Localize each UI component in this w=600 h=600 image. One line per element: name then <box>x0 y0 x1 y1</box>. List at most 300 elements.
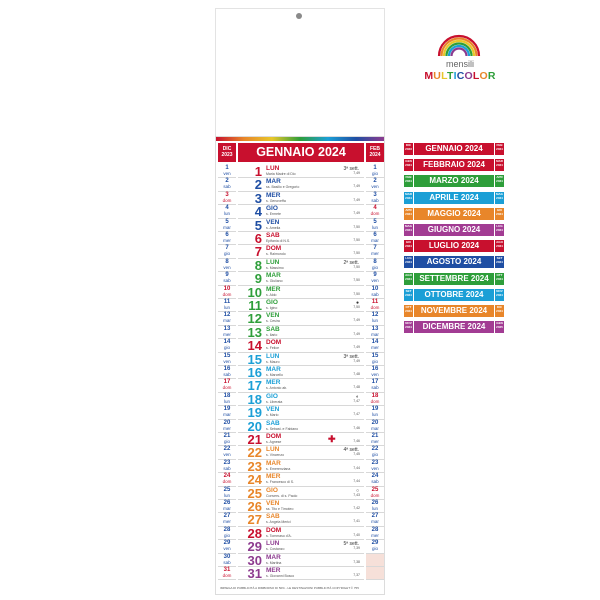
brand-logo <box>425 30 495 90</box>
weekday-label: SAB <box>266 232 280 239</box>
prev-month-day <box>218 192 236 205</box>
sunrise-time: 7,48 <box>353 385 360 390</box>
day-number: 22 <box>247 445 262 461</box>
day-row <box>238 473 364 486</box>
saint-name: s. Costanzo <box>266 547 285 552</box>
prev-month-day <box>218 165 236 178</box>
side-day-number: 9 <box>225 272 229 279</box>
day-number: 12 <box>247 311 262 327</box>
side-day-number: 22 <box>223 446 231 453</box>
prev-month-day <box>218 178 236 191</box>
side-weekday: gio <box>223 439 230 444</box>
day-row <box>238 272 364 285</box>
weekday-label: MAR <box>266 459 281 467</box>
brand-letter: U <box>433 70 442 82</box>
day-number: 10 <box>247 284 262 300</box>
strip-prev-label: GEN 2024 <box>404 159 413 171</box>
moon-phase: 4ª sett. <box>343 447 359 454</box>
prev-month-day <box>218 353 236 366</box>
side-weekday: sab <box>223 372 231 377</box>
day-number: 24 <box>247 472 262 488</box>
side-weekday: ven <box>371 184 379 190</box>
month-strip <box>404 159 504 171</box>
sunrise-time: 7,38 <box>353 559 360 564</box>
day-number: 16 <box>247 365 262 380</box>
weekday-label: MAR <box>266 366 281 373</box>
next-month-day <box>366 192 384 205</box>
side-weekday: lun <box>223 492 230 498</box>
next-month-day <box>366 513 384 526</box>
day-row <box>238 192 364 205</box>
sunrise-time: 7,50 <box>353 278 360 283</box>
sunrise-time: 7,50 <box>353 251 360 256</box>
side-day-number: 12 <box>223 312 231 319</box>
moon-phase: ○ <box>355 487 359 494</box>
side-weekday: ven <box>371 278 379 284</box>
sunrise-time: 7,42 <box>353 506 360 510</box>
side-day-number: 19 <box>371 406 379 413</box>
brand-letter: O <box>479 70 488 82</box>
brand-letter: L <box>441 70 447 82</box>
next-month-day <box>366 554 384 567</box>
next-month-day <box>366 219 384 232</box>
sunrise-time: 7,50 <box>353 291 360 296</box>
next-month-day <box>366 312 384 325</box>
prev-month-day <box>218 286 236 299</box>
side-day-number: 4 <box>373 205 377 212</box>
prev-month-day <box>218 272 236 285</box>
moon-phase: 2ª sett. <box>343 259 359 266</box>
side-day-number: 17 <box>371 379 379 386</box>
saint-name: s. Genoveffa <box>266 198 286 203</box>
side-day-number: 24 <box>371 473 379 480</box>
saint-name: s. Raimondo <box>266 252 286 257</box>
next-month-day <box>366 353 384 366</box>
side-day-number: 7 <box>225 245 229 252</box>
side-weekday: ven <box>223 546 231 552</box>
side-weekday: ven <box>371 372 379 377</box>
sunrise-time: 7,47 <box>353 412 360 417</box>
day-row <box>238 299 364 312</box>
prev-month-day <box>218 393 236 406</box>
strip-next-label: GIU 2024 <box>495 208 504 220</box>
brand-letter: M <box>424 70 434 82</box>
day-row <box>238 178 364 191</box>
weekday-label: LUN <box>266 165 280 172</box>
sunrise-time: 7,50 <box>353 224 360 229</box>
day-number: 8 <box>254 257 262 273</box>
day-row <box>238 312 364 325</box>
next-month-day <box>366 232 384 245</box>
day-number: 25 <box>247 485 262 501</box>
day-number: 15 <box>247 351 262 367</box>
strip-next-label: GEN 2025 <box>495 321 504 333</box>
day-number: 14 <box>247 338 262 354</box>
strip-prev-label: SET 2024 <box>404 289 413 301</box>
prev-month-day <box>218 299 236 312</box>
side-weekday: mar <box>223 224 231 230</box>
side-day-number: 28 <box>223 526 231 533</box>
prev-month-day <box>218 500 236 513</box>
weekday-label: DOM <box>266 339 282 347</box>
strip-next-label: LUG 2024 <box>495 224 504 236</box>
prev-month-day <box>218 433 236 446</box>
next-month-day <box>366 487 384 500</box>
day-number: 11 <box>248 298 262 313</box>
weekday-label: MER <box>266 379 281 387</box>
brand-letter: L <box>472 70 480 82</box>
side-day-number: 31 <box>223 567 231 573</box>
prev-month-day <box>218 259 236 272</box>
moon-phase: 5ª sett. <box>343 541 359 548</box>
sunrise-time: 7,49 <box>353 331 360 336</box>
side-weekday: mer <box>371 251 379 257</box>
weekday-label: MER <box>266 567 281 574</box>
prev-month-day <box>218 205 236 218</box>
month-strip <box>404 192 504 204</box>
month-strip <box>404 143 504 155</box>
strip-month-label: NOVEMBRE 2024 <box>414 305 494 317</box>
sunrise-time: 7,50 <box>353 305 360 309</box>
strip-month-label: FEBBRAIO 2024 <box>414 159 494 171</box>
side-day-number: 6 <box>373 232 377 238</box>
side-weekday: dom <box>370 305 380 310</box>
sunrise-time: 7,48 <box>353 372 360 376</box>
weekday-label: MER <box>266 285 281 293</box>
side-day-number: 1 <box>373 165 377 171</box>
day-row <box>238 433 364 446</box>
moon-phase: ● <box>355 300 359 306</box>
saint-name: s. Giovanni Bosco <box>266 574 295 578</box>
day-number: 21 <box>247 432 262 447</box>
strip-prev-label: OTT 2024 <box>404 305 413 317</box>
next-month-day <box>366 165 384 178</box>
next-month-day <box>366 379 384 392</box>
strip-next-label: APR 2024 <box>495 175 504 187</box>
side-day-number: 15 <box>371 352 379 359</box>
next-month-day <box>366 326 384 339</box>
side-weekday: gio <box>223 532 230 538</box>
weekday-label: SAB <box>266 419 280 427</box>
saint-name: ss. Tito e Timoteo <box>266 507 294 511</box>
prev-month-day <box>218 473 236 486</box>
brand-letter: T <box>446 70 454 82</box>
side-weekday: lun <box>371 506 378 511</box>
side-weekday: lun <box>371 224 378 230</box>
side-day-number: 13 <box>371 325 379 332</box>
saint-name: s. Giuliano <box>266 279 283 284</box>
side-day-number: 17 <box>223 379 231 386</box>
saint-name: s. Vincenzo <box>266 453 285 458</box>
prev-month-day <box>218 312 236 325</box>
side-weekday: mer <box>223 425 231 431</box>
hanging-hole <box>296 13 302 19</box>
side-weekday: gio <box>371 546 378 552</box>
day-row <box>238 366 364 379</box>
weekday-label: MER <box>266 191 281 199</box>
weekday-label: SAB <box>266 513 280 521</box>
brand-letter: C <box>456 70 465 82</box>
weekday-label: LUN <box>266 352 280 360</box>
day-number: 3 <box>254 190 262 206</box>
strip-prev-label: MAG 2024 <box>404 224 413 236</box>
month-title: GENNAIO 2024 <box>238 143 364 162</box>
day-row <box>238 446 364 459</box>
sunrise-time: 7,45 <box>353 452 360 457</box>
side-weekday: sab <box>223 559 231 565</box>
month-strip <box>404 273 504 285</box>
day-number: 27 <box>247 512 262 528</box>
next-month-day <box>366 406 384 419</box>
side-day-number: 18 <box>371 392 379 399</box>
sunrise-time: 7,41 <box>353 519 360 524</box>
next-month-day <box>366 366 384 379</box>
prev-month-day <box>218 513 236 526</box>
weekday-label: GIO <box>266 486 278 494</box>
day-number: 6 <box>254 231 262 246</box>
weekday-label: MER <box>266 473 281 481</box>
side-weekday: lun <box>223 211 230 217</box>
prev-month-day <box>218 366 236 379</box>
side-weekday: ven <box>223 264 231 270</box>
saint-name: s. Mauro <box>266 359 280 364</box>
sunrise-time: 7,49 <box>353 345 360 350</box>
strip-next-label: AGO 2024 <box>495 240 504 252</box>
saint-name: s. Tommaso d'A. <box>266 533 292 538</box>
side-day-number: 27 <box>223 513 231 520</box>
prev-month-day <box>218 232 236 245</box>
side-day-number: 30 <box>223 553 231 560</box>
side-day-number: 6 <box>225 232 229 238</box>
month-strip <box>404 240 504 252</box>
side-day-number: 10 <box>371 285 379 292</box>
next-month-day <box>366 460 384 473</box>
side-day-number: 29 <box>371 540 379 547</box>
side-day-number: 2 <box>225 178 229 185</box>
day-number: 19 <box>247 405 262 421</box>
side-weekday: mer <box>371 439 379 444</box>
day-row <box>238 393 364 406</box>
side-weekday: lun <box>223 398 230 404</box>
saint-name: s. Massimo <box>266 265 284 270</box>
side-weekday: gio <box>223 345 230 351</box>
side-weekday: gio <box>223 251 230 257</box>
side-weekday: mer <box>223 238 231 243</box>
side-weekday: mar <box>223 412 231 418</box>
sunrise-time: 7,49 <box>353 197 360 202</box>
side-day-number: 25 <box>223 486 231 493</box>
side-weekday: ven <box>223 171 231 176</box>
weekday-label: VEN <box>266 500 280 507</box>
weekday-label: GIO <box>266 392 278 400</box>
saint-name: s. Cesira <box>266 319 280 324</box>
side-day-number: 21 <box>223 433 231 439</box>
day-row <box>238 232 364 245</box>
day-row <box>238 259 364 272</box>
day-number: 29 <box>247 539 262 555</box>
side-weekday: mar <box>223 506 231 511</box>
sunrise-time: 7,40 <box>353 532 360 537</box>
side-weekday: sab <box>371 291 379 297</box>
saint-name: Convers. di s. Paolo <box>266 493 298 498</box>
saint-name: s. Antonio ab. <box>266 386 288 391</box>
day-row <box>238 513 364 526</box>
strip-month-label: DICEMBRE 2024 <box>414 321 494 333</box>
weekday-label: MAR <box>266 553 281 561</box>
weekday-label: VEN <box>266 218 280 226</box>
strip-prev-label: DIC 2023 <box>404 143 413 155</box>
side-day-number: 14 <box>223 339 231 346</box>
side-weekday: dom <box>222 291 232 297</box>
side-day-number: 11 <box>223 299 231 305</box>
day-row <box>238 487 364 500</box>
prev-month-day <box>218 379 236 392</box>
next-month-day <box>366 339 384 352</box>
weekday-label: LUN <box>266 258 280 266</box>
side-day-number: 1 <box>225 165 229 171</box>
next-month-day <box>366 178 384 191</box>
strip-next-label: NOV 2024 <box>495 289 504 301</box>
weekday-label: DOM <box>266 526 282 534</box>
day-number: 2 <box>254 177 262 193</box>
side-day-number: 29 <box>223 540 231 547</box>
side-day-number: 8 <box>225 258 229 265</box>
side-day-number: 5 <box>373 218 377 225</box>
moon-phase: 3ª sett. <box>343 353 359 360</box>
sunrise-time: 7,49 <box>353 318 360 323</box>
day-row <box>238 326 364 339</box>
next-month-day <box>366 500 384 513</box>
side-day-number: 12 <box>371 312 379 319</box>
side-weekday: dom <box>222 573 232 578</box>
strip-month-label: AGOSTO 2024 <box>414 256 494 268</box>
day-row <box>238 339 364 352</box>
sunrise-time: 7,46 <box>353 425 360 430</box>
side-day-number: 15 <box>223 352 231 359</box>
day-number: 17 <box>247 378 262 394</box>
next-month-day <box>366 299 384 312</box>
saint-name: Maria Madre di Dio <box>266 172 296 176</box>
saint-name: s. Ilario <box>266 332 278 337</box>
day-number: 18 <box>247 391 262 407</box>
day-row <box>238 567 364 580</box>
prev-month-header: DIC 2023 <box>218 143 236 162</box>
next-month-header: FEB 2024 <box>366 143 384 162</box>
saint-name: s. Liberata <box>266 399 283 404</box>
side-day-number: 9 <box>373 272 377 279</box>
saint-name: s. Mario <box>266 413 279 418</box>
weekday-label: LUN <box>266 540 280 548</box>
day-row <box>238 379 364 392</box>
sunrise-time: 7,49 <box>353 171 360 175</box>
strip-next-label: OTT 2024 <box>495 273 504 285</box>
prev-month-day <box>218 460 236 473</box>
side-weekday: dom <box>370 211 380 217</box>
saint-name: ss. Basilio e Gregorio <box>266 185 300 190</box>
side-day-number: 26 <box>371 500 379 506</box>
brand-letter: I <box>453 70 457 82</box>
sunrise-time: 7,44 <box>353 465 360 470</box>
cross-icon: ✚ <box>328 434 336 444</box>
side-weekday: gio <box>371 452 378 458</box>
day-number: 20 <box>247 418 262 434</box>
side-weekday: sab <box>371 479 379 485</box>
strip-next-label: MAG 2024 <box>495 192 504 204</box>
prev-month-day <box>218 406 236 419</box>
brand-letter: R <box>487 70 496 82</box>
saint-name: s. Emerenziana <box>266 466 291 471</box>
weekday-label: VEN <box>266 312 280 320</box>
strip-month-label: OTTOBRE 2024 <box>414 289 494 301</box>
side-day-number: 10 <box>223 285 231 292</box>
brand-wordmark <box>421 70 499 82</box>
side-weekday: mar <box>371 425 379 431</box>
next-month-day <box>366 286 384 299</box>
side-weekday: ven <box>223 358 231 364</box>
saint-name: s. Martina <box>266 560 282 565</box>
strip-prev-label: MAR 2024 <box>404 192 413 204</box>
next-month-day <box>366 272 384 285</box>
side-day-number: 20 <box>223 419 231 426</box>
footer-note: IMPIEGA DI PUBBLICITÀ A RIMBORSO DI 50% - LE DESTINAZIONI PUBBLICITÀ COPYRIGHT © 755 <box>220 586 359 590</box>
side-day-number: 23 <box>223 459 231 466</box>
day-row <box>238 205 364 218</box>
side-weekday: dom <box>222 197 232 203</box>
strip-month-label: LUGLIO 2024 <box>414 240 494 252</box>
prev-month-day <box>218 527 236 540</box>
side-weekday: lun <box>371 412 378 418</box>
side-day-number: 28 <box>371 526 379 533</box>
side-day-number: 18 <box>223 392 231 399</box>
side-weekday: mar <box>223 318 231 324</box>
side-day-number: 27 <box>371 513 379 520</box>
side-day-number: 24 <box>223 473 231 480</box>
weekday-label: DOM <box>266 245 282 253</box>
strip-prev-label: LUG 2024 <box>404 256 413 268</box>
prev-month-day <box>218 567 236 580</box>
next-month-day <box>366 393 384 406</box>
day-row <box>238 219 364 232</box>
side-weekday: mer <box>223 331 231 337</box>
side-day-number: 16 <box>371 366 379 372</box>
month-strip <box>404 289 504 301</box>
month-strip <box>404 175 504 187</box>
side-day-number: 19 <box>223 406 231 413</box>
day-number: 23 <box>247 458 262 474</box>
day-row <box>238 420 364 433</box>
strip-prev-label: APR 2024 <box>404 208 413 220</box>
next-month-day <box>366 527 384 540</box>
side-weekday: mar <box>371 331 379 337</box>
day-row <box>238 500 364 513</box>
weekday-label: MAR <box>266 272 281 280</box>
next-month-day <box>366 259 384 272</box>
side-weekday: mer <box>371 345 379 351</box>
month-strip <box>404 256 504 268</box>
side-day-number: 21 <box>371 433 379 439</box>
day-row <box>238 353 364 366</box>
day-number: 13 <box>247 324 262 340</box>
side-weekday: ven <box>371 465 379 471</box>
month-strip <box>404 208 504 220</box>
saint-name: s. Ermete <box>266 212 281 217</box>
day-number: 26 <box>247 499 262 514</box>
rainbow-top-bar <box>216 137 384 141</box>
sunrise-time: 7,50 <box>353 238 360 242</box>
day-row <box>238 554 364 567</box>
side-weekday: sab <box>223 465 231 471</box>
side-weekday: mer <box>223 519 231 525</box>
